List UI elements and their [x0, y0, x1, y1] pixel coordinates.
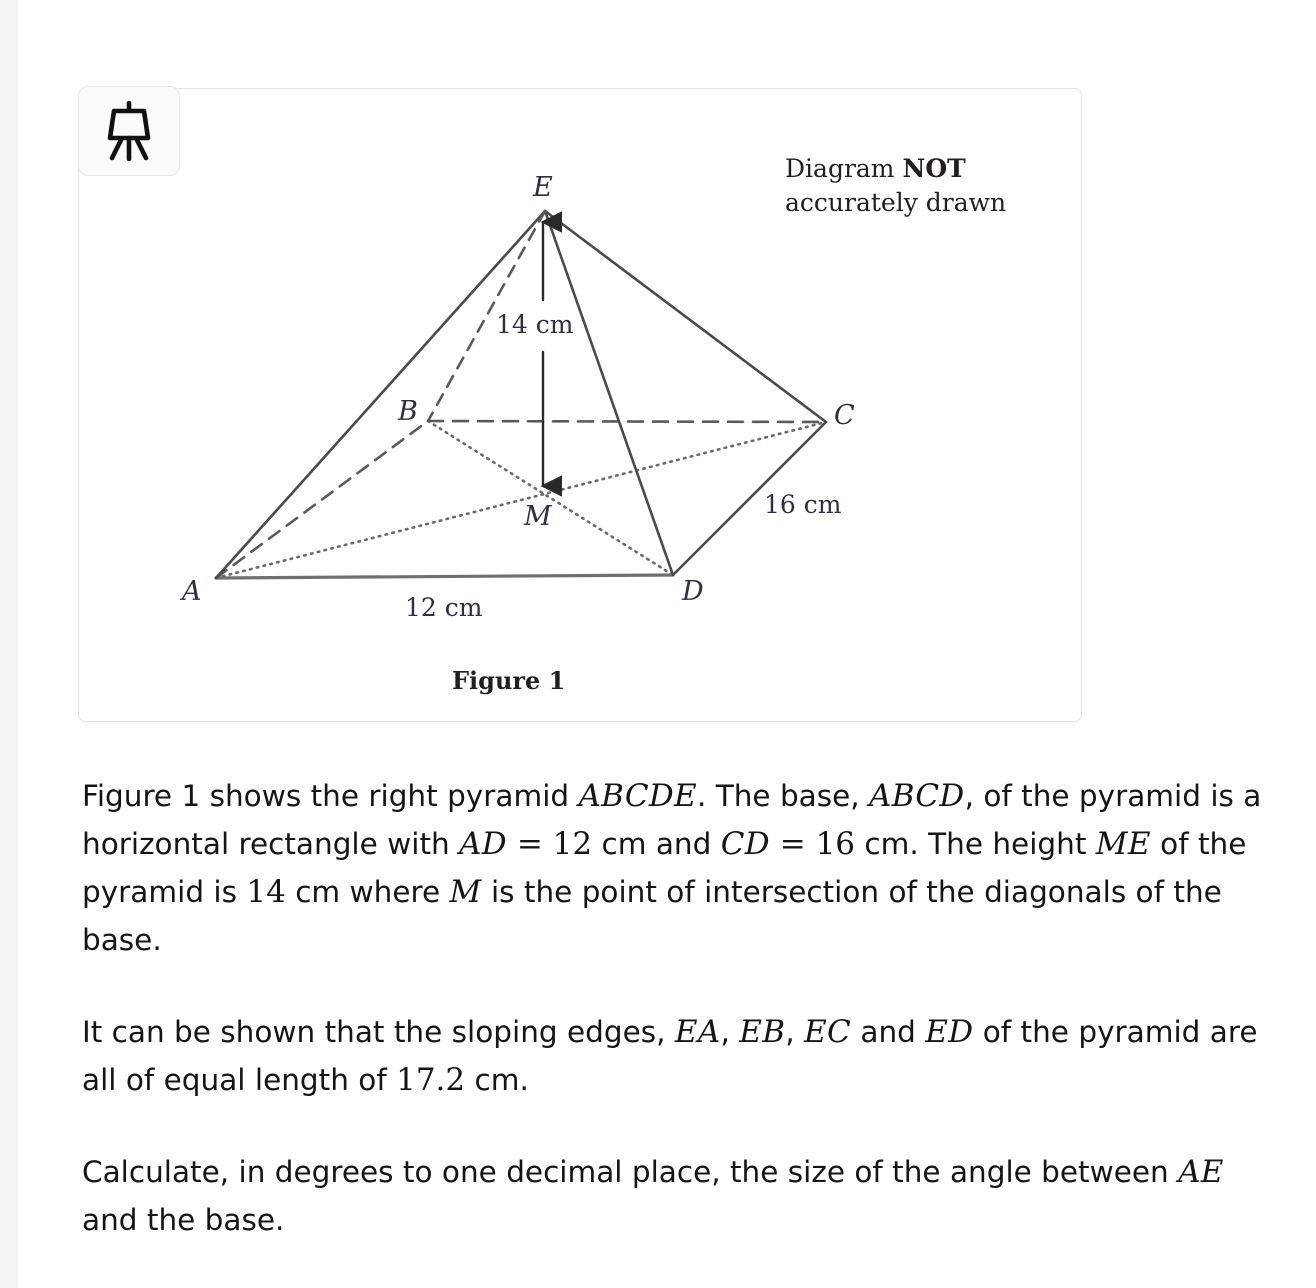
p3-text-2: and the base. [82, 1203, 285, 1237]
measure-label-height: 14 cm [496, 310, 574, 339]
vertex-label-C: C [834, 400, 855, 431]
p1-math-cd: CD [720, 826, 770, 862]
easel-icon [100, 101, 158, 161]
question-body [82, 772, 1272, 1244]
p1-math-eq1: = [506, 826, 553, 862]
note-line2: accurately drawn [785, 188, 1007, 217]
p1-text-2: . The base, [696, 779, 870, 813]
p1-text-7: cm where [285, 875, 450, 909]
measure-label-base-side: 16 cm [764, 490, 842, 519]
left-gutter-strip [0, 0, 18, 1288]
p1-math-abcd: ABCD [869, 778, 965, 814]
measure-label-base-front: 12 cm [405, 593, 483, 622]
note-line1-bold: NOT [902, 154, 966, 183]
p1-text-4: cm and [592, 827, 721, 861]
question-paragraph-2 [82, 1008, 1272, 1104]
p3-text-1: Calculate, in degrees to one decimal place, the size of the angle between [82, 1155, 1179, 1189]
diagonal-BD [428, 421, 673, 575]
vertex-label-E: E [533, 172, 553, 203]
easel-tool-button[interactable] [78, 86, 180, 176]
p2-math-eb: EB [739, 1014, 786, 1050]
p2-text-1: It can be shown that the sloping edges, [82, 1015, 675, 1049]
edge-AD [216, 575, 673, 578]
p1-math-m: M [449, 874, 482, 910]
p2-text-2: , [720, 1015, 740, 1049]
p1-text-3: , of the pyramid is a horizontal rectangle with [82, 779, 1262, 861]
edge-EA [216, 211, 545, 578]
p2-text-5: of the pyramid are all of equal length of [82, 1015, 1258, 1097]
note-line1-prefix: Diagram [785, 154, 903, 183]
p1-math-abcde: ABCDE [578, 778, 697, 814]
vertex-label-A: A [182, 576, 202, 607]
edge-BC [428, 421, 826, 422]
p3-math-ae: AE [1178, 1154, 1224, 1190]
p2-text-3: , [785, 1015, 805, 1049]
edge-AB [216, 421, 428, 578]
p1-math-12: 12 [552, 826, 593, 862]
p1-text-1: Figure 1 shows the right pyramid [82, 779, 579, 813]
question-paragraph-1 [82, 772, 1272, 964]
p1-math-eq2: = [769, 826, 816, 862]
vertex-label-M: M [524, 501, 552, 532]
p1-math-16: 16 [815, 826, 856, 862]
p2-text-4: and [851, 1015, 926, 1049]
p2-math-ec: EC [804, 1014, 851, 1050]
p1-text-5: cm. The height [855, 827, 1096, 861]
diagonal-AC [216, 422, 826, 578]
p2-text-6: cm. [465, 1063, 529, 1097]
question-paragraph-3 [82, 1148, 1272, 1244]
edge-EC [545, 211, 826, 422]
diagram-not-accurate-note [785, 152, 1085, 220]
p1-text-8: is the point of intersection of the diagonals of the base. [82, 875, 1222, 957]
p2-math-ed: ED [925, 1014, 974, 1050]
p1-text-6: of the pyramid is [82, 827, 1247, 909]
vertex-label-B: B [398, 396, 418, 427]
vertex-label-D: D [682, 576, 704, 607]
edge-ED [545, 211, 673, 575]
p1-math-ad: AD [459, 826, 507, 862]
p1-math-me: ME [1095, 826, 1151, 862]
p2-math-ea: EA [674, 1014, 721, 1050]
p1-math-14: 14 [246, 874, 286, 910]
figure-caption: Figure 1 [452, 666, 566, 695]
p2-math-172: 17.2 [396, 1062, 466, 1098]
